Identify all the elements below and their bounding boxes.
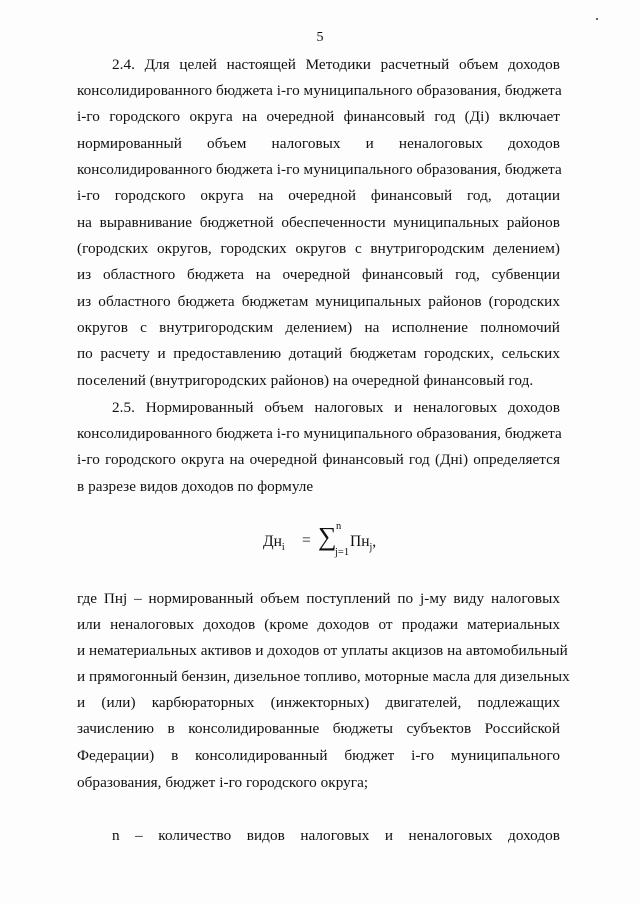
formula-sum-lower-limit: j=1 (335, 547, 350, 558)
paragraph-line: в разрезе видов доходов по формуле (77, 478, 314, 495)
definition-line: и (или) карбюраторных (инжекторных) двигателей, подлежащих (77, 694, 560, 711)
formula (0, 523, 640, 567)
paragraph-line: нормированный объем налоговых и неналоговых доходов (77, 135, 560, 152)
paragraph-line: поселений (внутригородских районов) на очередной финансовый год. (77, 372, 534, 389)
formula-lhs-symbol: Дн (263, 533, 282, 550)
formula-rhs-symbol: Пн (350, 533, 370, 550)
paragraph-line: (городских округов, городских округов с внутригородским делением) (77, 240, 560, 257)
paragraph-line: i-го городского округа на очередной финансовый год (Днi) определяется (77, 451, 560, 468)
definition-line: Федерации) в консолидированный бюджет i-го муниципального (77, 747, 560, 764)
definition-line: где Пнj – нормированный объем поступлений по j-му виду налоговых (77, 590, 560, 607)
paragraph-line: консолидированного бюджета i-го муниципального образования, бюджета (77, 82, 562, 99)
paragraph-line: 2.4. Для целей настоящей Методики расчетный объем доходов (112, 56, 560, 73)
scan-speck (596, 18, 598, 20)
paragraph-line: 2.5. Нормированный объем налоговых и неналоговых доходов (112, 399, 560, 416)
formula-lhs-subscript: i (281, 542, 285, 553)
definition-line: зачислению в консолидированные бюджеты субъектов Российской (77, 720, 560, 737)
formula-equals: = (302, 532, 311, 549)
definition-n-line: n – количество видов налоговых и неналоговых доходов (112, 827, 560, 844)
formula-rhs (350, 533, 376, 551)
definition-line: или неналоговых доходов (кроме доходов от продажи материальных (77, 616, 560, 633)
paragraph-line: консолидированного бюджета i-го муниципального образования, бюджета (77, 425, 562, 442)
formula-trailing-comma: , (372, 533, 377, 550)
paragraph-line: по расчету и предоставлению дотаций бюджетам городских, сельских (77, 345, 560, 362)
definition-line: образования, бюджет i-го городского округа; (77, 774, 369, 791)
paragraph-line: из областного бюджета бюджетам муниципальных районов (городских (77, 293, 560, 310)
formula-sum-symbol: ∑ (318, 522, 337, 551)
paragraph-line: i-го городского округа на очередной финансовый год (Дi) включает (77, 108, 560, 125)
paragraph-line: консолидированного бюджета i-го муниципального образования, бюджета (77, 161, 562, 178)
paragraph-line: i-го городского округа на очередной финансовый год, дотации (77, 187, 560, 204)
definition-line: и нематериальных активов и доходов от уплаты акцизов на автомобильный (77, 642, 568, 659)
paragraph-line: из областного бюджета на очередной финансовый год, субвенции (77, 266, 560, 283)
formula-rhs-subscript: j (369, 542, 373, 553)
formula-lhs (263, 533, 285, 551)
page-number: 5 (316, 30, 324, 45)
paragraph-line: округов с внутригородским делением) на исполнение полномочий (77, 319, 560, 336)
definition-line: и прямогонный бензин, дизельное топливо, моторные масла для дизельных (77, 668, 570, 685)
paragraph-line: на выравнивание бюджетной обеспеченности муниципальных районов (77, 214, 560, 231)
formula-sum-upper-limit: n (336, 521, 342, 532)
